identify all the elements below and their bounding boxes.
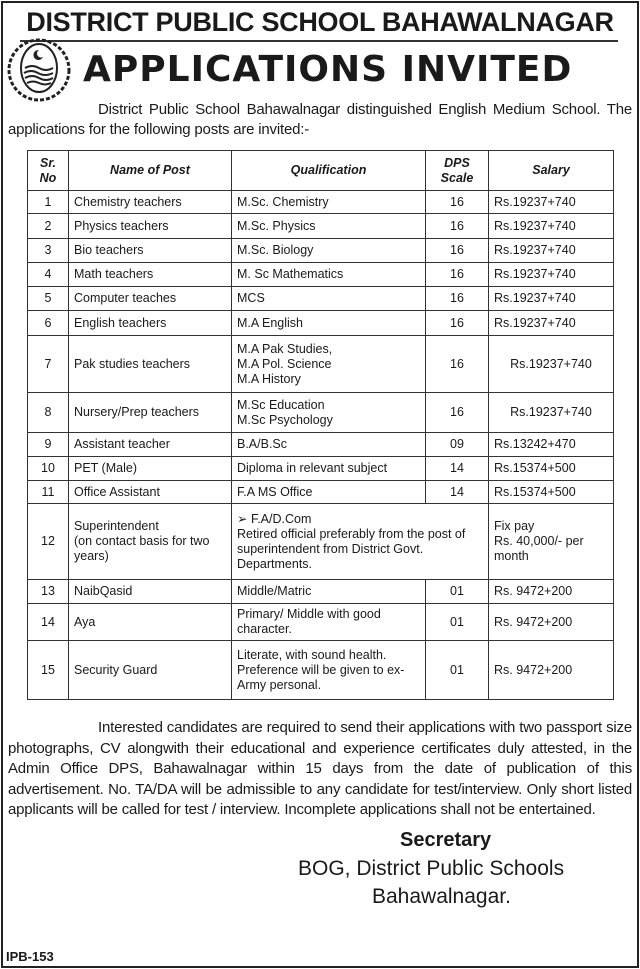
cell-post: Math teachers	[69, 263, 232, 287]
table-row	[28, 239, 614, 263]
instructions-text: Interested candidates are required to send their applications with two passport size photographs, CV alongwith their educational and experience certificates duly attested, in the Admin Office DPS, Bahawalnagar within 15 days from the date of publication of this advertisement. No. TA/DA will be admissible to any candidate for test/interview. Only short listed applicants will be called for test / interview. Incomplete applications shall not be entertained.	[8, 719, 632, 818]
headline: APPLICATIONS INVITED	[83, 49, 573, 90]
cell-post: Nursery/Prep teachers	[69, 393, 232, 433]
table-row	[28, 604, 614, 641]
cell-qualification: Literate, with sound health. Preference will be given to ex-Army personal.	[232, 641, 426, 700]
cell-scale: 01	[426, 604, 489, 641]
table-row	[28, 481, 614, 504]
cell-scale: 16	[426, 393, 489, 433]
headline-row	[8, 42, 632, 98]
cell-salary: Rs. 9472+200	[489, 641, 614, 700]
cell-qualification: ➢ F.A/D.Com Retired official preferably from the post of superintendent from District Govt. Departments.	[232, 504, 489, 580]
cell-scale: 14	[426, 481, 489, 504]
signature-block	[8, 827, 632, 911]
col-header-salary: Salary	[489, 151, 614, 191]
table-row	[28, 287, 614, 311]
cell-salary: Rs.15374+500	[489, 481, 614, 504]
punjab-emblem-icon	[5, 36, 73, 104]
table-row	[28, 393, 614, 433]
cell-post: Chemistry teachers	[69, 191, 232, 214]
cell-sr: 14	[28, 604, 69, 641]
cell-salary: Rs. 9472+200	[489, 580, 614, 604]
table-body	[28, 191, 614, 700]
cell-scale: 16	[426, 191, 489, 214]
signature-title: Secretary	[400, 828, 492, 851]
cell-salary: Rs.19237+740	[489, 287, 614, 311]
table-row	[28, 504, 614, 580]
cell-qualification: M. Sc Mathematics	[232, 263, 426, 287]
cell-scale: 01	[426, 641, 489, 700]
col-header-sr: Sr. No	[28, 151, 69, 191]
cell-sr: 13	[28, 580, 69, 604]
cell-sr: 11	[28, 481, 69, 504]
table-row	[28, 214, 614, 239]
cell-post: Security Guard	[69, 641, 232, 700]
cell-scale: 16	[426, 311, 489, 336]
cell-sr: 7	[28, 336, 69, 393]
cell-scale: 16	[426, 214, 489, 239]
cell-sr: 5	[28, 287, 69, 311]
ad-reference: IPB-153	[6, 949, 54, 964]
cell-scale: 16	[426, 263, 489, 287]
cell-qualification: M.A Pak Studies, M.A Pol. Science M.A History	[232, 336, 426, 393]
cell-sr: 4	[28, 263, 69, 287]
cell-salary: Rs. 9472+200	[489, 604, 614, 641]
cell-salary: Rs.15374+500	[489, 457, 614, 481]
cell-scale: 01	[426, 580, 489, 604]
col-header-scale: DPS Scale	[426, 151, 489, 191]
table-row	[28, 457, 614, 481]
signature-place: Bahawalnagar.	[372, 884, 511, 908]
cell-qualification: M.Sc. Chemistry	[232, 191, 426, 214]
signature-org: BOG, District Public Schools	[298, 856, 565, 880]
posts-table	[27, 150, 614, 700]
cell-sr: 1	[28, 191, 69, 214]
cell-salary: Rs.13242+470	[489, 433, 614, 457]
table-row	[28, 580, 614, 604]
cell-post: Assistant teacher	[69, 433, 232, 457]
col-header-post: Name of Post	[69, 151, 232, 191]
intro-text: District Public School Bahawalnagar distinguished English Medium School. The applications for the following posts are invited:-	[8, 101, 632, 138]
cell-sr: 3	[28, 239, 69, 263]
cell-sr: 10	[28, 457, 69, 481]
cell-post: Computer teaches	[69, 287, 232, 311]
cell-salary: Rs.19237+740	[489, 239, 614, 263]
cell-post: NaibQasid	[69, 580, 232, 604]
cell-scale: 09	[426, 433, 489, 457]
cell-qualification: M.Sc. Biology	[232, 239, 426, 263]
cell-qualification: B.A/B.Sc	[232, 433, 426, 457]
cell-qualification: M.A English	[232, 311, 426, 336]
cell-sr: 6	[28, 311, 69, 336]
cell-sr: 2	[28, 214, 69, 239]
cell-qualification: MCS	[232, 287, 426, 311]
cell-sr: 9	[28, 433, 69, 457]
cell-post: English teachers	[69, 311, 232, 336]
cell-sr: 8	[28, 393, 69, 433]
cell-post: Aya	[69, 604, 232, 641]
table-row	[28, 641, 614, 700]
cell-qualification: Middle/Matric	[232, 580, 426, 604]
cell-salary: Rs.19237+740	[489, 393, 614, 433]
cell-post: Physics teachers	[69, 214, 232, 239]
cell-qualification: Primary/ Middle with good character.	[232, 604, 426, 641]
cell-salary: Rs.19237+740	[489, 214, 614, 239]
cell-qualification: M.Sc Education M.Sc Psychology	[232, 393, 426, 433]
cell-salary: Rs.19237+740	[489, 336, 614, 393]
cell-post: Office Assistant	[69, 481, 232, 504]
table-row	[28, 263, 614, 287]
cell-post: Bio teachers	[69, 239, 232, 263]
cell-qualification: M.Sc. Physics	[232, 214, 426, 239]
cell-scale: 16	[426, 336, 489, 393]
cell-qualification: F.A MS Office	[232, 481, 426, 504]
cell-scale: 16	[426, 239, 489, 263]
table-row	[28, 433, 614, 457]
cell-scale: 14	[426, 457, 489, 481]
cell-salary: Rs.19237+740	[489, 263, 614, 287]
cell-qualification: Diploma in relevant subject	[232, 457, 426, 481]
col-header-qualification: Qualification	[232, 151, 426, 191]
cell-scale: 16	[426, 287, 489, 311]
school-title: DISTRICT PUBLIC SCHOOL BAHAWALNAGAR	[26, 7, 614, 37]
table-row	[28, 311, 614, 336]
table-header-row	[28, 151, 614, 191]
cell-salary: Rs.19237+740	[489, 311, 614, 336]
cell-sr: 15	[28, 641, 69, 700]
table-row	[28, 336, 614, 393]
cell-salary: Fix pay Rs. 40,000/- per month	[489, 504, 614, 580]
cell-post: PET (Male)	[69, 457, 232, 481]
table-row	[28, 191, 614, 214]
cell-post: Superintendent (on contact basis for two years)	[69, 504, 232, 580]
cell-sr: 12	[28, 504, 69, 580]
cell-salary: Rs.19237+740	[489, 191, 614, 214]
cell-post: Pak studies teachers	[69, 336, 232, 393]
